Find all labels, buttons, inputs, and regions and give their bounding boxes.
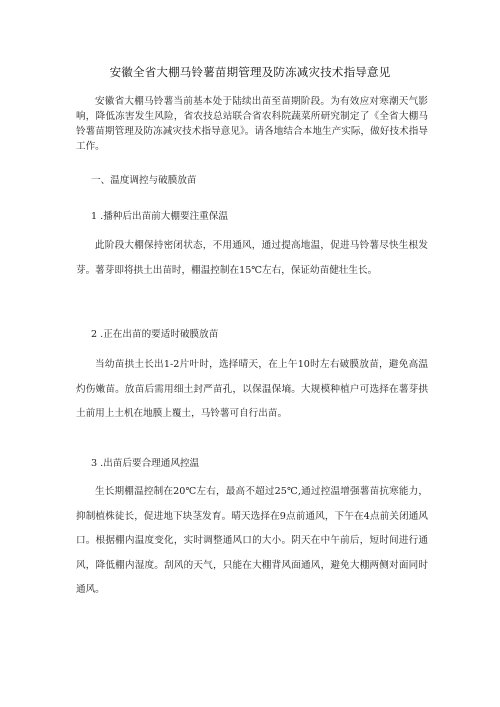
item-heading-insulation: 1 .播种后出苗前大棚要注重保温: [91, 211, 228, 222]
item-heading-ventilation: 3 .出苗后要合理通风控温: [91, 458, 200, 469]
section-heading-temperature: 一、温度调控与破膜放苗: [91, 175, 197, 186]
document-title: 安徽全省大棚马铃薯苗期管理及防冻减灾技术指导意见: [109, 65, 391, 79]
item-paragraph-ventilation: 生长期棚温控制在20℃左右，最高不超过25℃,通过控温增强薯苗抗寒能力，抑制植株徒长，促进地下块茎发育。晴天选择在9点前通风，下午在4点前关闭通风口。根据棚内温度变化，实时调整通风口的大小。阴天在中午前后，短时间进行通风，降低棚内湿度。刮风的天气，只能在大棚背风面通风，避免大棚两侧对面同时通风。: [76, 486, 428, 595]
item-heading-break-film: 2 .正在出苗的要适时破膜放苗: [91, 329, 219, 340]
item-paragraph-break-film: 当幼苗拱土长出1-2片叶时，选择晴天，在上午10时左右破膜放苗，避免高温灼伤嫩苗。放苗后需用细土封严苗孔，以保温保墒。大规模种植户可选择在薯芽拱土前用上土机在地膜上覆土，马铃薯可自行出苗。: [76, 359, 428, 419]
intro-paragraph: 安徽省大棚马铃薯当前基本处于陆续出苗至苗期阶段。为有效应对寒潮天气影响，降低冻害发生风险，省农技总站联合省农科院蔬菜所研究制定了《全省大棚马铃薯苗期管理及防冻减灾技术指导意见》。请各地结合本地生产实际，做好技术指导工作。: [76, 96, 428, 152]
item-paragraph-insulation: 此阶段大棚保持密闭状态，不用通风，通过提高地温，促进马铃薯尽快生根发芽。薯芽即将拱土出苗时，棚温控制在15℃左右，保证幼苗健壮生长。: [76, 240, 428, 276]
